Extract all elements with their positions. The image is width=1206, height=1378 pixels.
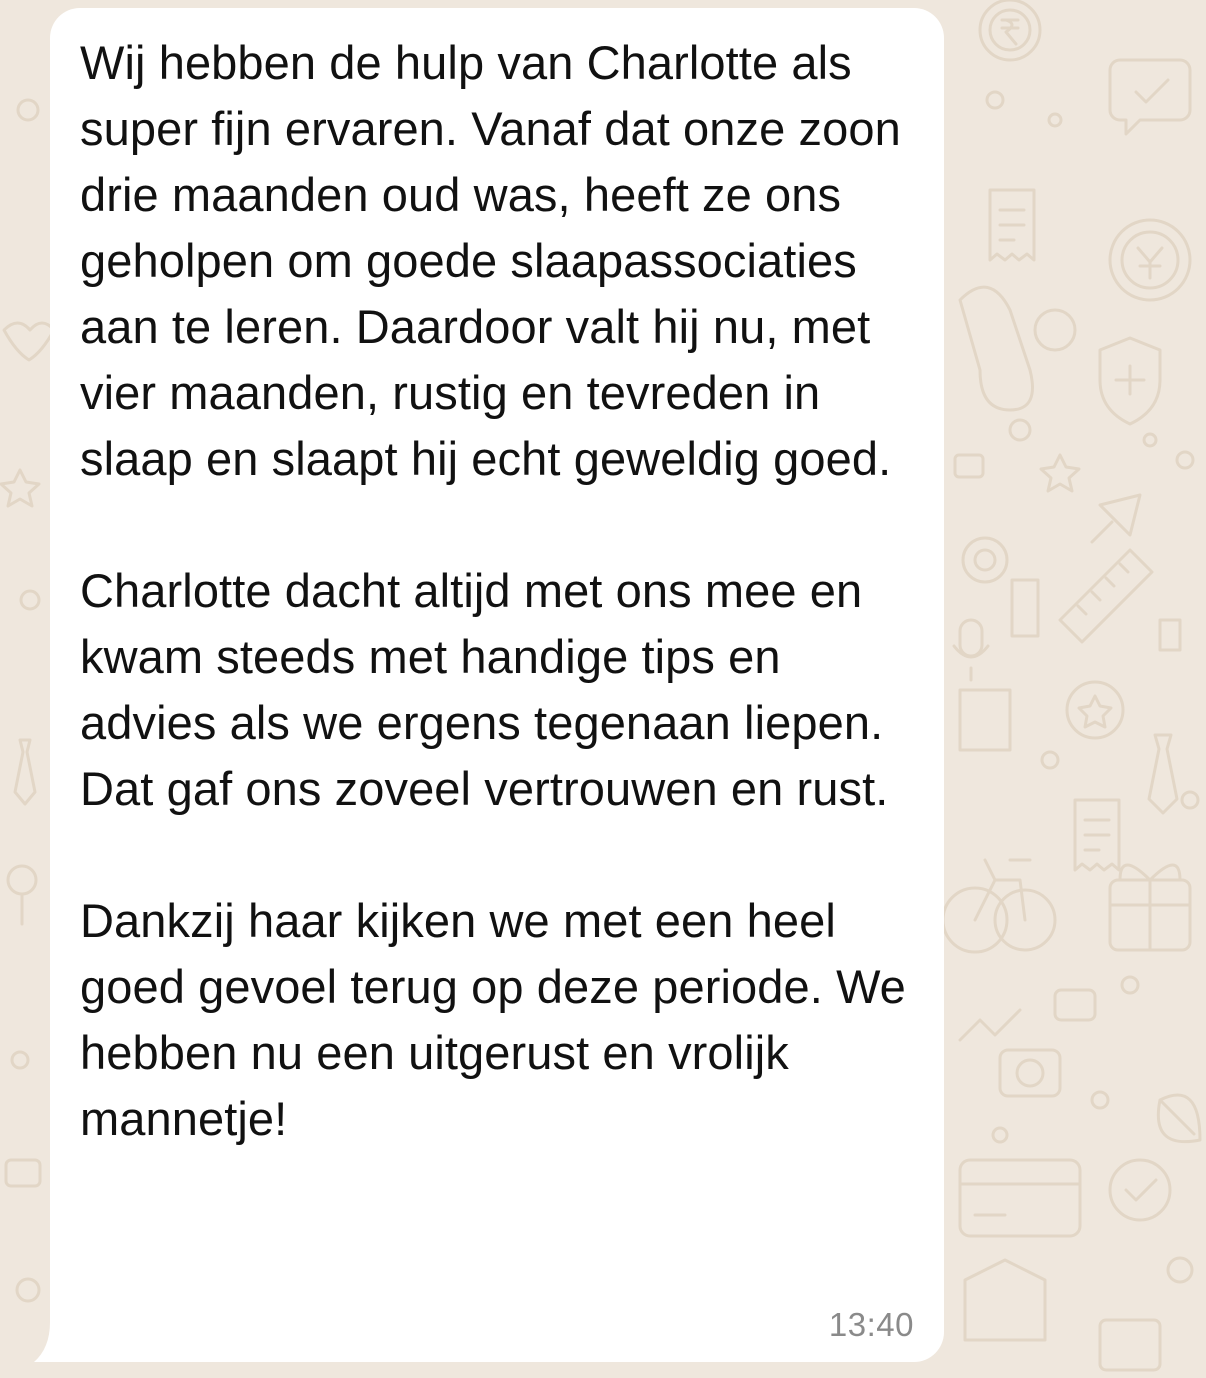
message-timestamp: 13:40 (828, 1306, 914, 1343)
necktie-icon (15, 740, 35, 804)
necktie-icon (1149, 735, 1177, 813)
paragraph-gap (80, 822, 916, 888)
shield-plus-icon (1100, 338, 1160, 424)
message-paragraph-1: Wij hebben de hulp van Charlotte als super fijn ervaren. Vanaf dat onze zoon drie maanden oud was, heeft ze ons geholpen om goede slaapassociaties aan te leren. Daardoor valt hij nu, met vier maanden, rustig en tevreden in slaap en slaapt hij echt geweldig goed. (80, 36, 901, 485)
paragraph-gap (80, 492, 916, 558)
ruler-icon (1060, 550, 1152, 642)
message-paragraph-3: Dankzij haar kijken we met een heel goed gevoel terug op deze periode. We hebben nu een uitgerust en vrolijk mannetje! (80, 894, 906, 1145)
chat-bubble-icon (1110, 60, 1190, 134)
camera-icon (1000, 1050, 1060, 1096)
gift-icon (1110, 865, 1190, 950)
star-badge-icon (1067, 682, 1123, 738)
credit-card-icon (960, 1160, 1080, 1236)
message-paragraph-2: Charlotte dacht altijd met ons mee en kwam steeds met handige tips en advies als we ergens tegenaan liepen. Dat gaf ons zoveel vertrouwen en rust. (80, 564, 889, 815)
leaf-icon (1158, 1095, 1200, 1142)
star-icon (1, 470, 39, 506)
microphone-icon (954, 620, 988, 680)
receipt-icon (1075, 800, 1119, 870)
bicycle-icon (943, 860, 1055, 952)
rupee-coin-icon (980, 0, 1040, 60)
star-icon (1041, 455, 1079, 491)
pin-icon (1092, 495, 1140, 542)
message-bubble[interactable] (50, 8, 944, 1362)
receipt-icon (990, 190, 1034, 260)
heart-icon (4, 323, 54, 360)
pin-icon (8, 866, 36, 924)
